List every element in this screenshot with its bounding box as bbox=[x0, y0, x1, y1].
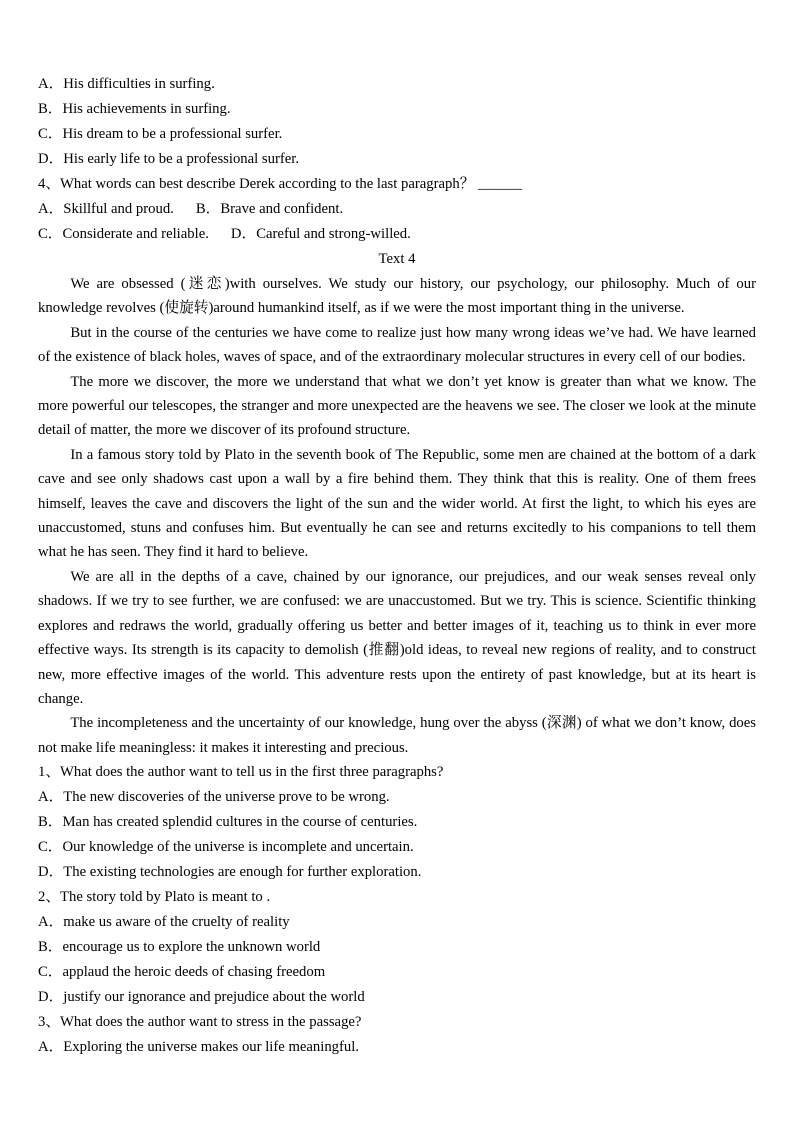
text-line: A．His difficulties in surfing. bbox=[38, 76, 215, 92]
text-line: A．make us aware of the cruelty of reality bbox=[38, 914, 290, 931]
text-line: 1、What does the author want to tell us in the first three paragraphs? bbox=[38, 764, 444, 781]
document-body bbox=[38, 72, 756, 1060]
text-line: D．The existing technologies are enough for further exploration. bbox=[38, 864, 422, 881]
text-line: 2、The story told by Plato is meant to . bbox=[38, 889, 271, 906]
paragraph: We are all in the depths of a cave, chained by our ignorance, our prejudices, and our weak senses reveal only shadows. If we try to see further, we are confused: we are unaccustomed. But we try. This is science. Scientific thinking explores and redraws the world, gradually offering us better and better images of it, teaching us to think in ever more effective ways. Its strength is its capacity to demolish (推翻)old ideas, to reveal new regions of reality, and to construct new, more effective images of the world. This adventure rests upon the entirety of past knowledge, but at its heart is change. bbox=[38, 568, 756, 707]
text-line: B．His achievements in surfing. bbox=[38, 101, 231, 117]
text-line: C．Our knowledge of the universe is incomplete and uncertain. bbox=[38, 839, 414, 856]
text-line: B．encourage us to explore the unknown world bbox=[38, 939, 321, 956]
text-line: D．His early life to be a professional surfer. bbox=[38, 151, 300, 167]
text-line: B．Man has created splendid cultures in the course of centuries. bbox=[38, 814, 418, 831]
text-line: D．justify our ignorance and prejudice about the world bbox=[38, 989, 365, 1006]
text-line: 3、What does the author want to stress in the passage? bbox=[38, 1014, 362, 1031]
text-line: C．His dream to be a professional surfer. bbox=[38, 126, 283, 142]
paragraph: We are obsessed (迷恋)with ourselves. We study our history, our psychology, our philosophy. Much of our knowledge revolves (使旋转)around humankind itself, as if we were the most important thing in the universe. bbox=[38, 276, 756, 317]
paragraph: The more we discover, the more we understand that what we don’t yet know is greater than what we know. The more powerful our telescopes, the stranger and more unexpected are the heavens we see. The closer we look at the minute detail of matter, the more we discover of its profound structure. bbox=[38, 373, 756, 439]
text-line: 4、What words can best describe Derek according to the last paragraph？ ______ bbox=[38, 176, 523, 192]
text-line: C．Considerate and reliable. D．Careful and strong-willed. bbox=[38, 226, 411, 242]
text-line: A．Skillful and proud. B．Brave and confident. bbox=[38, 201, 344, 217]
text-line: C．applaud the heroic deeds of chasing freedom bbox=[38, 964, 326, 981]
text-line: A．Exploring the universe makes our life meaningful. bbox=[38, 1039, 360, 1056]
paragraph: The incompleteness and the uncertainty of our knowledge, hung over the abyss (深渊) of what we don’t know, does not make life meaningless: it makes it interesting and precious. bbox=[38, 715, 756, 756]
paragraph: In a famous story told by Plato in the seventh book of The Republic, some men are chained at the bottom of a dark cave and see only shadows cast upon a wall by a fire behind them. They think that this is reality. One of them frees himself, leaves the cave and discovers the light of the sun and the wider world. At first the light, to which his eyes are unaccustomed, stuns and confuses him. But eventually he can see and returns excitedly to his companions to tell them what he has seen. They find it hard to believe. bbox=[38, 446, 756, 561]
text-line: A．The new discoveries of the universe prove to be wrong. bbox=[38, 789, 390, 806]
section-title: Text 4 bbox=[378, 251, 416, 267]
paragraph: But in the course of the centuries we have come to realize just how many wrong ideas we’ve had. We have learned of the existence of black holes, waves of space, and of the extraordinary molecular structures in every cell of our bodies. bbox=[38, 324, 756, 366]
